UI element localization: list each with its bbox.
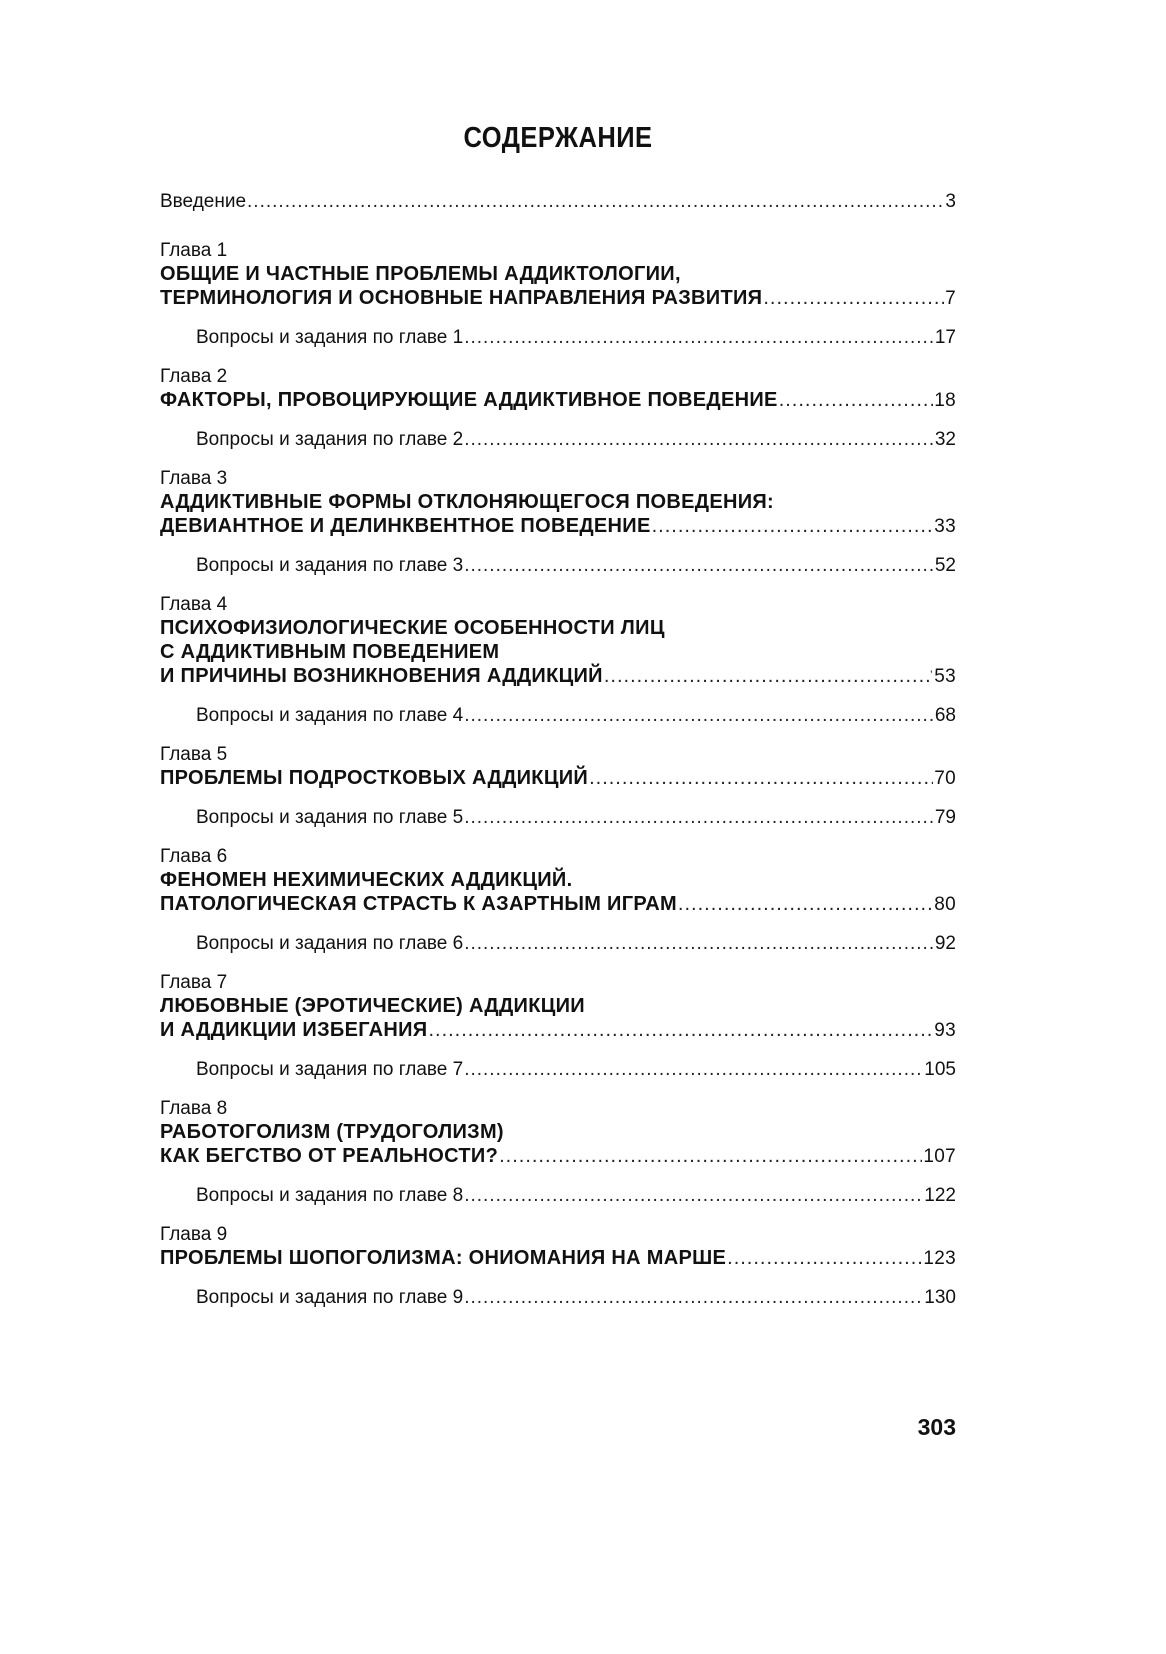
entry-label: Введение [160, 191, 247, 212]
toc-chapter-3 [160, 468, 956, 578]
chapter-number-label: Глава 6 [160, 846, 228, 867]
questions-label: Вопросы и задания по главе 1 [196, 327, 464, 348]
questions-label: Вопросы и задания по главе 7 [196, 1059, 464, 1080]
toc-entry-questions-9[interactable] [160, 1286, 956, 1310]
chapter-title: И АДДИКЦИИ ИЗБЕГАНИЯ [160, 1019, 428, 1041]
entry-page-number: 68 [934, 705, 956, 726]
dot-leader [464, 428, 934, 452]
chapter-title-line: РАБОТОГОЛИЗМ (ТРУДОГОЛИЗМ) [160, 1121, 504, 1143]
dot-leader [464, 1286, 923, 1310]
entry-page-number: 32 [934, 429, 956, 450]
chapter-title-line: ПСИХОФИЗИОЛОГИЧЕСКИЕ ОСОБЕННОСТИ ЛИЦ [160, 617, 665, 639]
chapter-title-line: ЛЮБОВНЫЕ (ЭРОТИЧЕСКИЕ) АДДИКЦИИ [160, 995, 585, 1017]
entry-page-number: 70 [934, 768, 956, 789]
questions-label: Вопросы и задания по главе 6 [196, 933, 464, 954]
toc-entry-chapter-2[interactable] [160, 388, 956, 413]
chapter-title: ПРОБЛЕМЫ ПОДРОСТКОВЫХ АДДИКЦИЙ [160, 767, 589, 789]
dot-leader [428, 1018, 933, 1042]
chapter-number-label: Глава 5 [160, 744, 228, 765]
chapter-title-line: ФЕНОМЕН НЕХИМИЧЕСКИХ АДДИКЦИЙ. [160, 869, 573, 891]
toc-chapter-6 [160, 846, 956, 956]
dot-leader [464, 1184, 923, 1208]
entry-page-number: 93 [934, 1020, 956, 1041]
toc-chapter-2 [160, 366, 956, 452]
questions-label: Вопросы и задания по главе 5 [196, 807, 464, 828]
chapter-title-line: ОБЩИЕ И ЧАСТНЫЕ ПРОБЛЕМЫ АДДИКТОЛОГИИ, [160, 263, 681, 285]
questions-label: Вопросы и задания по главе 9 [196, 1287, 464, 1308]
toc-chapter-9 [160, 1224, 956, 1310]
toc-chapter-5 [160, 744, 956, 830]
chapter-title: ПАТОЛОГИЧЕСКАЯ СТРАСТЬ К АЗАРТНЫМ ИГРАМ [160, 893, 677, 915]
toc-chapter-4 [160, 594, 956, 728]
chapter-title: ПРОБЛЕМЫ ШОПОГОЛИЗМА: ОНИОМАНИЯ НА МАРШЕ [160, 1247, 727, 1269]
dot-leader [779, 388, 934, 412]
toc-entry-questions-5[interactable] [160, 806, 956, 830]
dot-leader [464, 806, 934, 830]
toc-entry-questions-2[interactable] [160, 428, 956, 452]
chapter-title: ФАКТОРЫ, ПРОВОЦИРУЮЩИЕ АДДИКТИВНОЕ ПОВЕДЕНИЕ [160, 389, 778, 411]
entry-page-number: 18 [934, 390, 956, 411]
dot-leader [678, 892, 933, 916]
entry-page-number: 105 [924, 1059, 956, 1080]
entry-page-number: 92 [934, 933, 956, 954]
chapter-title-line: АДДИКТИВНЫЕ ФОРМЫ ОТКЛОНЯЮЩЕГОСЯ ПОВЕДЕНИЯ: [160, 491, 775, 513]
questions-label: Вопросы и задания по главе 8 [196, 1185, 464, 1206]
questions-label: Вопросы и задания по главе 3 [196, 555, 464, 576]
chapter-number-label: Глава 4 [160, 594, 228, 615]
toc-entry-chapter-6[interactable] [160, 892, 956, 917]
entry-page-number: 53 [934, 666, 956, 687]
chapter-number-label: Глава 3 [160, 468, 228, 489]
toc-entry-chapter-9[interactable] [160, 1246, 956, 1271]
toc-entry-chapter-7[interactable] [160, 1018, 956, 1043]
dot-leader [604, 664, 933, 688]
dot-leader [499, 1144, 922, 1168]
chapter-title-line: С АДДИКТИВНЫМ ПОВЕДЕНИЕМ [160, 641, 500, 663]
toc-chapter-1 [160, 240, 956, 350]
dot-leader [464, 704, 934, 728]
entry-page-number: 3 [945, 191, 956, 212]
entry-page-number: 123 [923, 1248, 956, 1269]
entry-page-number: 33 [934, 516, 956, 537]
dot-leader [589, 766, 933, 790]
entry-page-number: 79 [934, 807, 956, 828]
toc-entry-questions-6[interactable] [160, 932, 956, 956]
toc-entry-chapter-8[interactable] [160, 1144, 956, 1169]
entry-page-number: 122 [924, 1185, 956, 1206]
toc-entry-chapter-4[interactable] [160, 664, 956, 689]
dot-leader [247, 190, 944, 214]
entry-page-number: 107 [923, 1146, 956, 1167]
entry-page-number: 7 [945, 288, 956, 309]
chapter-number-label: Глава 2 [160, 366, 228, 387]
dot-leader [464, 932, 934, 956]
dot-leader [464, 326, 934, 350]
toc-entry-questions-4[interactable] [160, 704, 956, 728]
page-title: СОДЕРЖАНИЕ [463, 122, 653, 154]
chapter-title: ТЕРМИНОЛОГИЯ И ОСНОВНЫЕ НАПРАВЛЕНИЯ РАЗВИТИЯ [160, 287, 763, 309]
toc-entry-questions-7[interactable] [160, 1058, 956, 1082]
entry-page-number: 130 [924, 1287, 956, 1308]
toc-entry-chapter-5[interactable] [160, 766, 956, 791]
questions-label: Вопросы и задания по главе 4 [196, 705, 464, 726]
dot-leader [464, 554, 934, 578]
toc-entry-introduction[interactable] [160, 190, 956, 214]
chapter-number-label: Глава 1 [160, 240, 228, 261]
toc-entry-questions-1[interactable] [160, 326, 956, 350]
chapter-title: И ПРИЧИНЫ ВОЗНИКНОВЕНИЯ АДДИКЦИЙ [160, 665, 603, 687]
dot-leader [652, 514, 934, 538]
toc-entry-chapter-3[interactable] [160, 514, 956, 539]
entry-page-number: 17 [934, 327, 956, 348]
table-of-contents [160, 190, 956, 1326]
toc-chapter-7 [160, 972, 956, 1082]
toc-entry-questions-3[interactable] [160, 554, 956, 578]
scan-artifact-mark: ’ [930, 668, 933, 682]
entry-page-number: 80 [934, 894, 956, 915]
chapter-title: КАК БЕГСТВО ОТ РЕАЛЬНОСТИ? [160, 1145, 499, 1167]
dot-leader [727, 1246, 922, 1270]
chapter-number-label: Глава 7 [160, 972, 228, 993]
dot-leader [464, 1058, 923, 1082]
toc-entry-questions-8[interactable] [160, 1184, 956, 1208]
questions-label: Вопросы и задания по главе 2 [196, 429, 464, 450]
dot-leader [763, 286, 944, 310]
chapter-number-label: Глава 9 [160, 1224, 228, 1245]
toc-chapter-8 [160, 1098, 956, 1208]
chapter-title: ДЕВИАНТНОЕ И ДЕЛИНКВЕНТНОЕ ПОВЕДЕНИЕ [160, 515, 651, 537]
page-number: 303 [917, 1414, 956, 1440]
chapter-number-label: Глава 8 [160, 1098, 228, 1119]
entry-page-number: 52 [934, 555, 956, 576]
toc-entry-chapter-1[interactable] [160, 286, 956, 311]
